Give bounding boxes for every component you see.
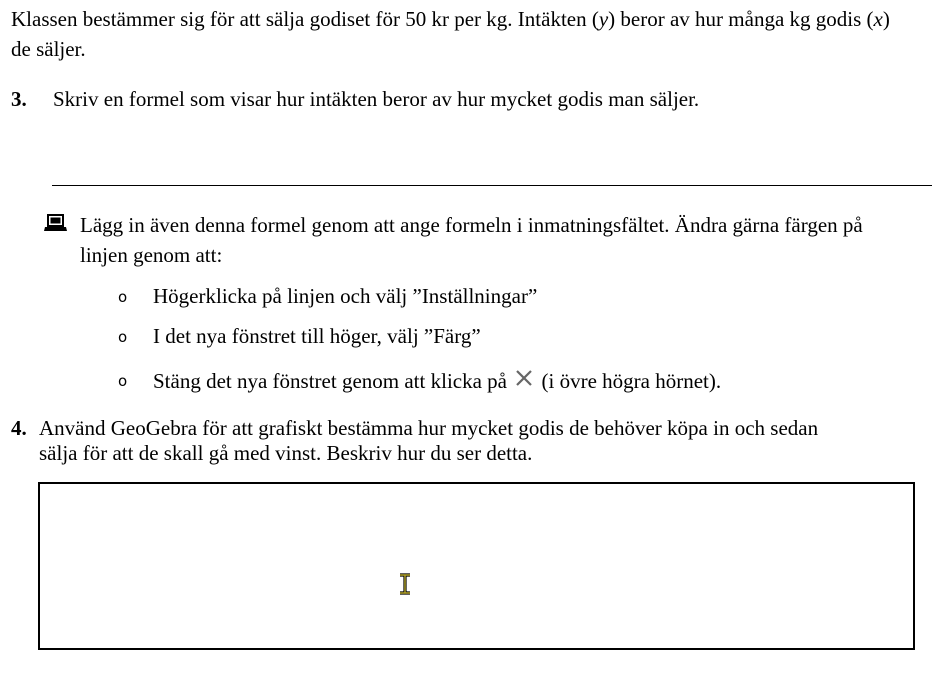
step-1-text: Högerklicka på linjen och välj ”Inställningar” [153,284,538,308]
question-3-text: Skriv en formel som visar hur intäkten beror av hur mycket godis man säljer. [53,87,700,111]
step-2-text: I det nya fönstret till höger, välj ”Färg” [153,324,481,348]
intro-text-a: Klassen bestämmer sig för att sälja godiset för 50 kr per kg. Intäkten ( [11,7,599,31]
intro-line-2: de säljer. [11,37,86,61]
step-3-text [153,368,721,393]
question-3-number: 3. [11,87,27,111]
step-3-text-b: (i övre högra hörnet). [541,369,722,393]
question-4-number: 4. [11,416,27,440]
step-3-text-a: Stäng det nya fönstret genom att klicka på [153,369,507,393]
intro-text-b: ) beror av hur många kg godis ( [608,7,874,31]
bullet-3: o [118,372,128,390]
close-icon [514,368,534,388]
answer-line[interactable] [52,185,932,186]
question-4-line-1: Använd GeoGebra för att grafiskt bestämma hur mycket godis de behöver köpa in och sedan [39,416,819,440]
var-y: y [598,7,609,31]
question-4-line-2: sälja för att de skall gå med vinst. Beskriv hur du ser detta. [39,441,533,465]
bullet-1: o [118,288,128,306]
intro-text-c: ) [882,7,890,31]
computer-note-line-1: Lägg in även denna formel genom att ange formeln i inmatningsfältet. Ändra gärna färgen på [80,213,863,237]
text-cursor-icon [398,573,412,595]
computer-note-line-2: linjen genom att: [80,243,223,267]
answer-textbox[interactable] [38,482,915,650]
var-x: x [873,7,883,31]
laptop-icon [44,214,68,232]
bullet-2: o [118,328,128,346]
intro-line-1 [11,7,890,31]
